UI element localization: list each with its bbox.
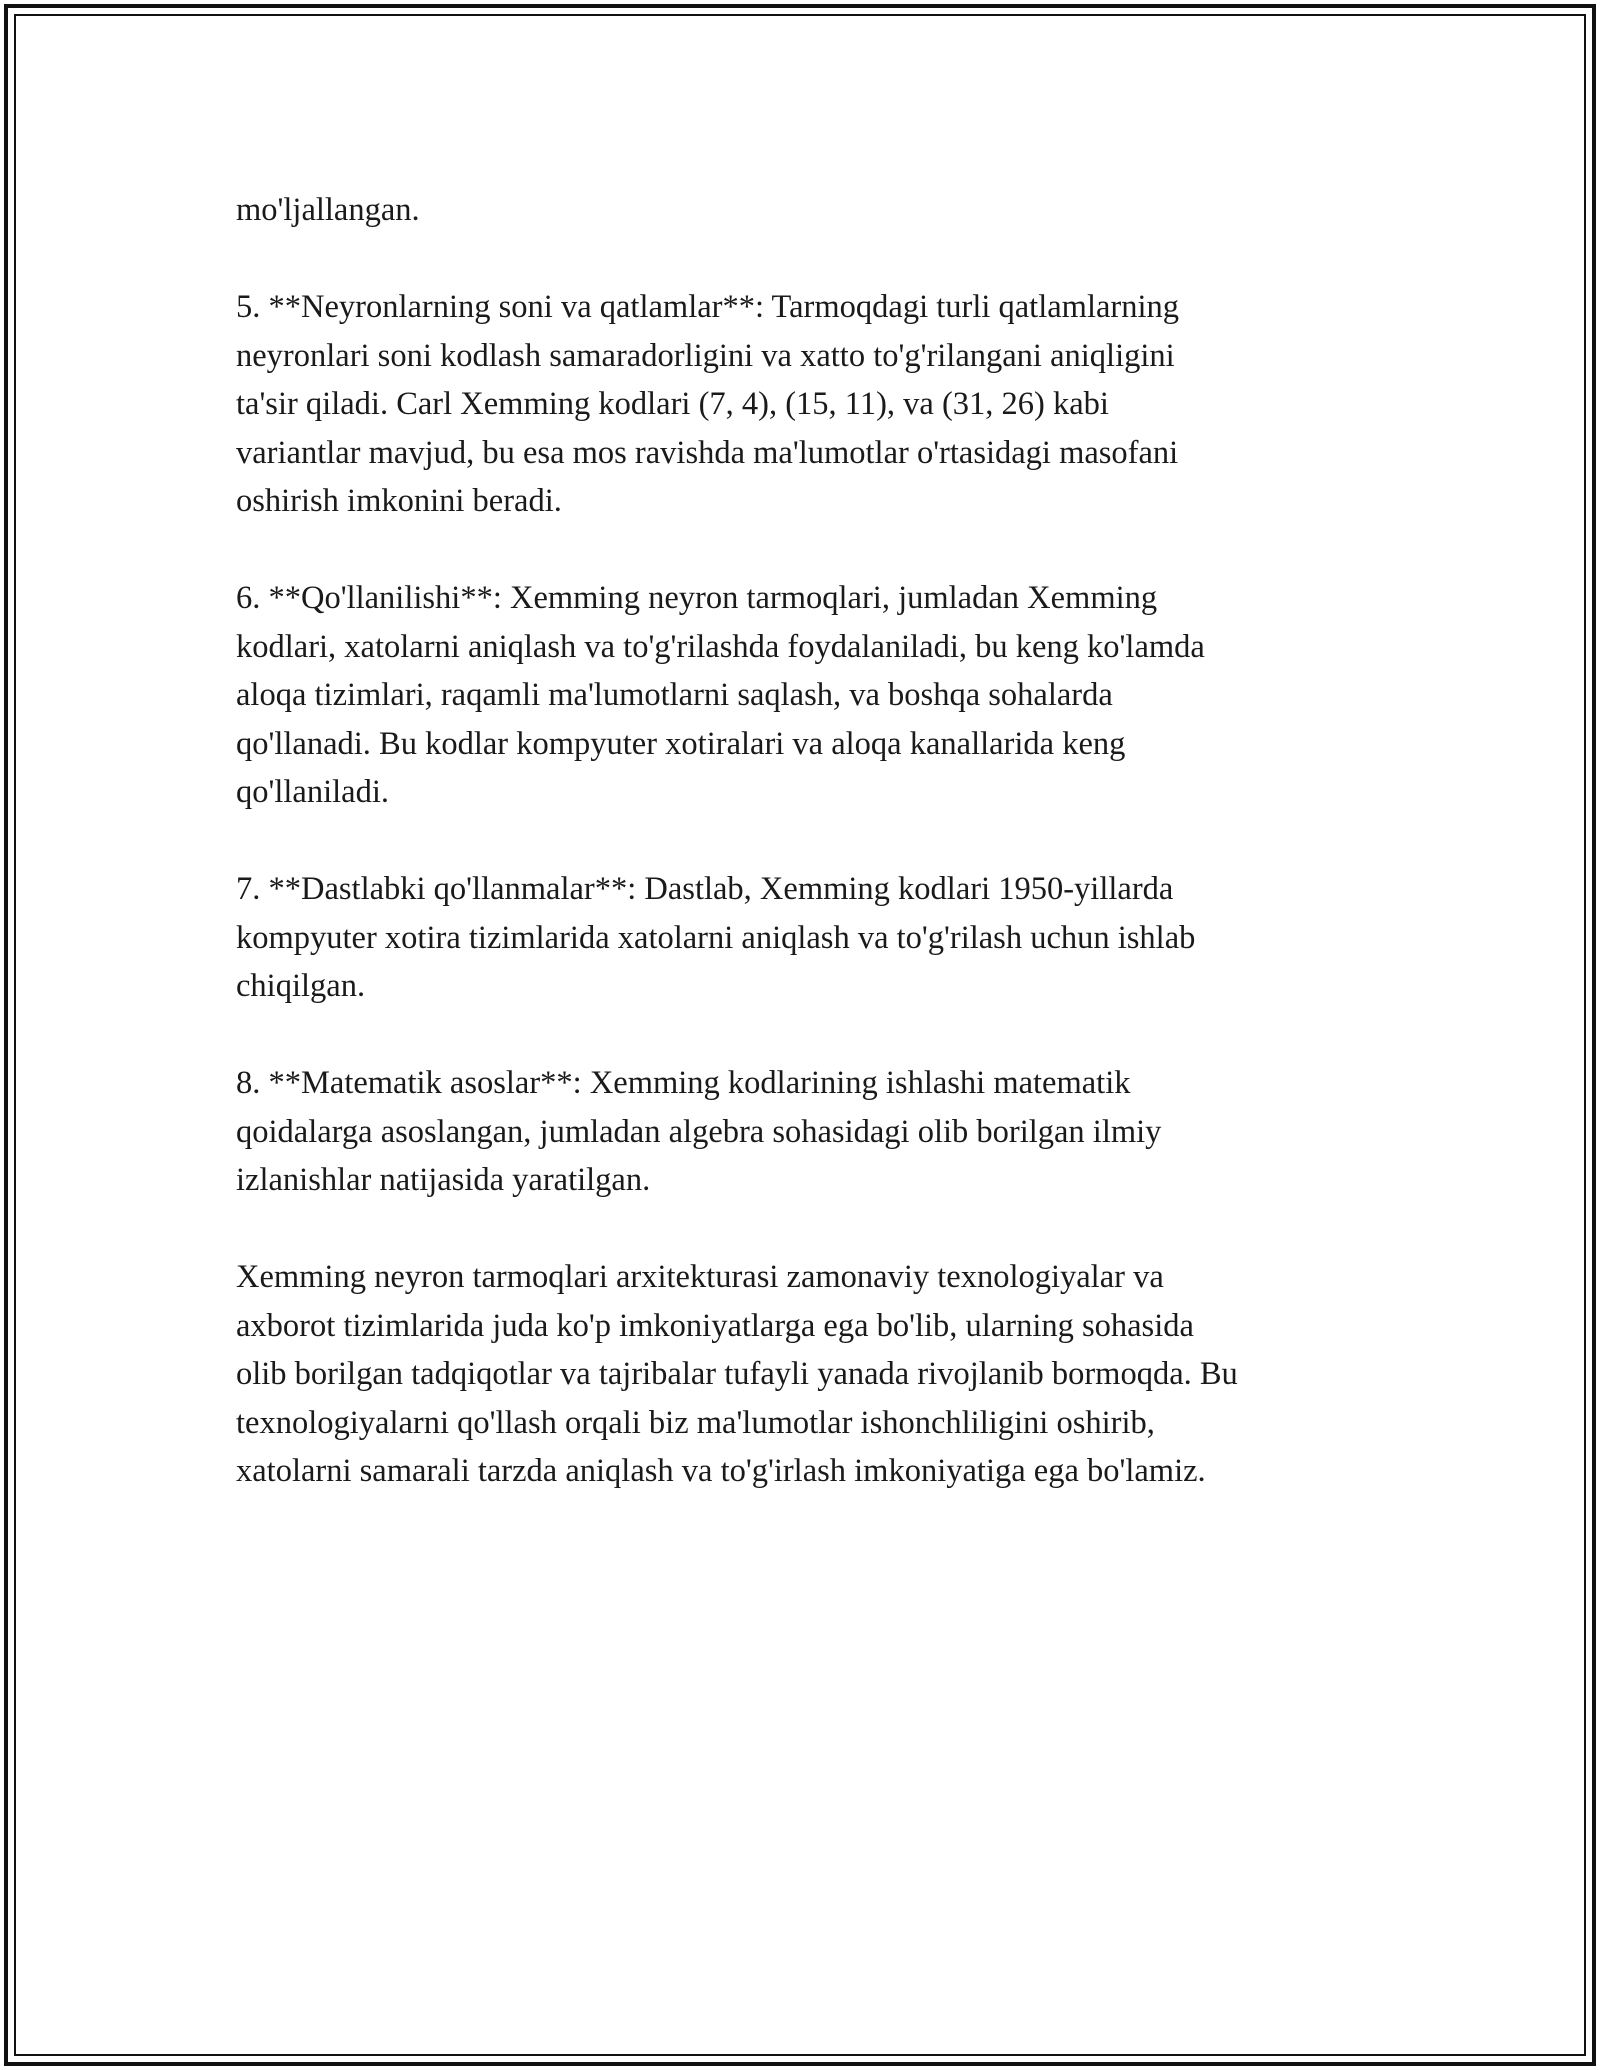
paragraph-item-6 xyxy=(236,574,1376,817)
text-line: chiqilgan. xyxy=(236,968,366,1004)
text-line: variantlar mavjud, bu esa mos ravishda ma'lumotlar o'rtasidagi masofani xyxy=(236,434,1179,471)
paragraph-continuation xyxy=(236,186,1376,235)
text-line: mo'ljallangan. xyxy=(236,192,420,228)
text-line: aloqa tizimlari, raqamli ma'lumotlarni saqlash, va boshqa sohalarda xyxy=(236,677,1113,713)
text-line: izlanishlar natijasida yaratilgan. xyxy=(236,1162,651,1198)
text-line: ta'sir qiladi. Carl Xemming kodlari (7, 4), (15, 11), va (31, 26) kabi xyxy=(236,386,1109,422)
paragraph-item-5 xyxy=(236,283,1376,526)
text-line: qo'llaniladi. xyxy=(236,774,389,810)
text-line: kompyuter xotira tizimlarida xatolarni aniqlash va to'g'rilash uchun ishlab xyxy=(236,919,1196,956)
text-line: qoidalarga asoslangan, jumladan algebra sohasidagi olib borilgan ilmiy xyxy=(236,1113,1162,1150)
paragraph-item-7 xyxy=(236,865,1376,1011)
text-line: Xemming neyron tarmoqlari arxitekturasi zamonaviy texnologiyalar va xyxy=(236,1259,1164,1295)
document-body xyxy=(236,186,1376,1544)
text-line: neyronlari soni kodlash samaradorligini va xatto to'g'rilangani aniqligini xyxy=(236,337,1175,374)
text-line: 6. **Qo'llanilishi**: Xemming neyron tarmoqlari, jumladan Xemming xyxy=(236,580,1158,616)
text-line: 5. **Neyronlarning soni va qatlamlar**: Tarmoqdagi turli qatlamlarning xyxy=(236,289,1180,325)
text-line: texnologiyalarni qo'llash orqali biz ma'lumotlar ishonchliligini oshirib, xyxy=(236,1404,1155,1441)
text-line: qo'llanadi. Bu kodlar kompyuter xotiralari va aloqa kanallarida keng xyxy=(236,725,1126,762)
text-line: oshirish imkonini beradi. xyxy=(236,483,562,519)
text-line: xatolarni samarali tarzda aniqlash va to'g'irlash imkoniyatiga ega bo'lamiz. xyxy=(236,1453,1206,1489)
text-line: 7. **Dastlabki qo'llanmalar**: Dastlab, Xemming kodlari 1950-yillarda xyxy=(236,871,1174,907)
paragraph-item-8 xyxy=(236,1059,1376,1205)
text-line: axborot tizimlarida juda ko'p imkoniyatlarga ega bo'lib, ularning sohasida xyxy=(236,1307,1194,1344)
text-line: olib borilgan tadqiqotlar va tajribalar tufayli yanada rivojlanib bormoqda. Bu xyxy=(236,1356,1238,1392)
text-line: 8. **Matematik asoslar**: Xemming kodlarining ishlashi matematik xyxy=(236,1065,1131,1101)
text-line: kodlari, xatolarni aniqlash va to'g'rilashda foydalaniladi, bu keng ko'lamda xyxy=(236,628,1205,665)
paragraph-conclusion xyxy=(236,1253,1376,1496)
